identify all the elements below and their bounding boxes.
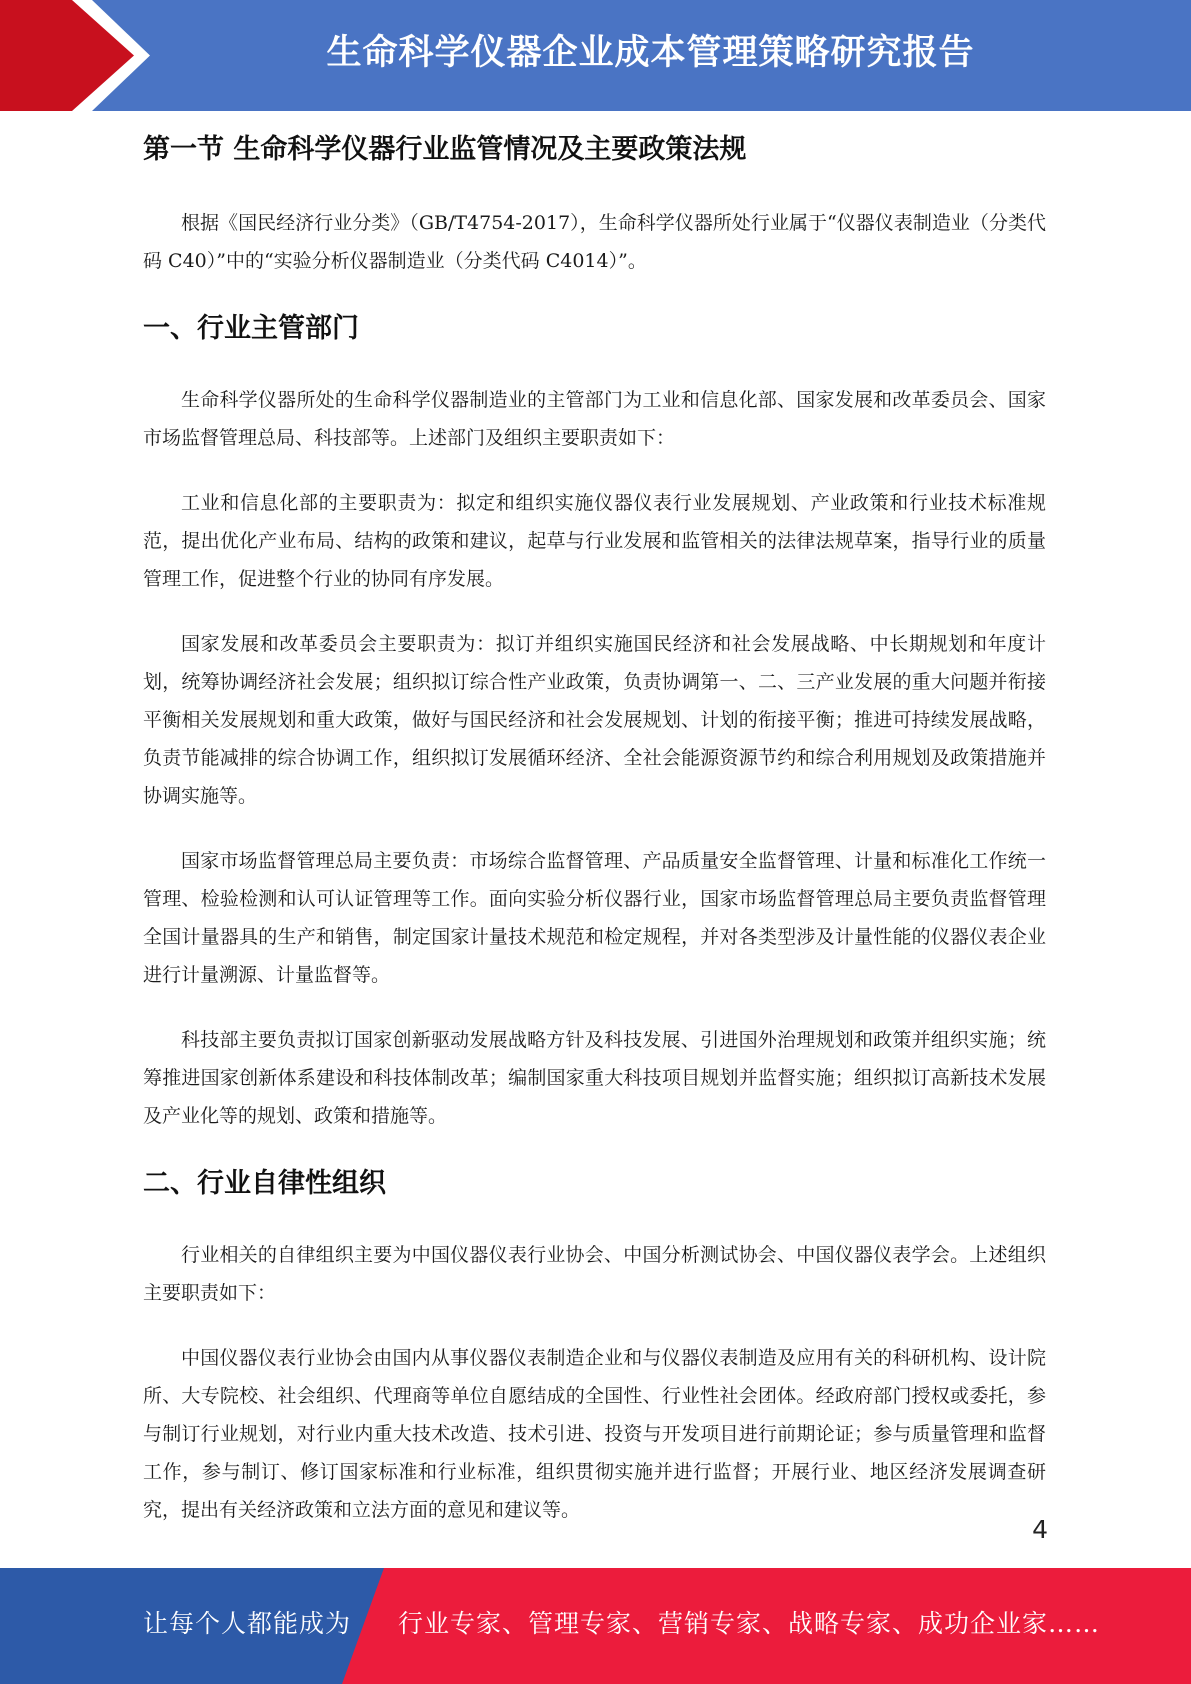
paragraph: 国家发展和改革委员会主要职责为：拟订并组织实施国民经济和社会发展战略、中长期规划和年度计划，统筹协调经济社会发展；组织拟订综合性产业政策，负责协调第一、二、三产业发展的重大问题并衔接平衡相关发展规划和重大政策，做好与国民经济和社会发展规划、计划的衔接平衡；推进可持续发展战略，负责节能减排的综合协调工作，组织拟订发展循环经济、全社会能源资源节约和综合利用规划及政策措施并协调实施等。 — [143, 633, 1046, 807]
section-title: 第一节 生命科学仪器行业监管情况及主要政策法规 — [143, 134, 747, 165]
paragraph: 行业相关的自律组织主要为中国仪器仪表行业协会、中国分析测试协会、中国仪器仪表学会。上述组织主要职责如下： — [143, 1244, 1046, 1304]
heading-self-regulatory-organizations: 二、行业自律性组织 — [143, 1168, 386, 1199]
heading-regulatory-departments: 一、行业主管部门 — [143, 313, 359, 344]
intro-paragraph: 根据《国民经济行业分类》（GB/T4754-2017），生命科学仪器所处行业属于“仪器仪表制造业（分类代码 C40）”中的“实验分析仪器制造业（分类代码 C4014）”。 — [143, 212, 1046, 272]
paragraph: 生命科学仪器所处的生命科学仪器制造业的主管部门为工业和信息化部、国家发展和改革委员会、国家市场监督管理总局、科技部等。上述部门及组织主要职责如下： — [143, 389, 1046, 449]
footer-slogan-right: 行业专家、管理专家、营销专家、战略专家、成功企业家…… — [398, 1609, 1101, 1638]
report-title: 生命科学仪器企业成本管理策略研究报告 — [326, 33, 975, 73]
page-content — [143, 128, 1046, 1556]
page-number: 4 — [1032, 1515, 1048, 1544]
paragraph: 科技部主要负责拟订国家创新驱动发展战略方针及科技发展、引进国外治理规划和政策并组织实施；统筹推进国家创新体系建设和科技体制改革；编制国家重大科技项目规划并监督实施；组织拟订高新技术发展及产业化等的规划、政策和措施等。 — [143, 1029, 1046, 1127]
paragraph: 中国仪器仪表行业协会由国内从事仪器仪表制造企业和与仪器仪表制造及应用有关的科研机构、设计院所、大专院校、社会组织、代理商等单位自愿结成的全国性、行业性社会团体。经政府部门授权或委托，参与制订行业规划，对行业内重大技术改造、技术引进、投资与开发项目进行前期论证；参与质量管理和监督工作，参与制订、修订国家标准和行业标准，组织贯彻实施并进行监督；开展行业、地区经济发展调查研究，提出有关经济政策和立法方面的意见和建议等。 — [143, 1347, 1046, 1521]
footer-slogan-left: 让每个人都能成为 — [143, 1609, 352, 1638]
page-header — [0, 0, 1191, 111]
paragraph: 国家市场监督管理总局主要负责：市场综合监督管理、产品质量安全监督管理、计量和标准化工作统一管理、检验检测和认可认证管理等工作。面向实验分析仪器行业，国家市场监督管理总局主要负责监督管理全国计量器具的生产和销售，制定国家计量技术规范和检定规程，并对各类型涉及计量性能的仪器仪表企业进行计量溯源、计量监督等。 — [143, 850, 1046, 986]
page-footer — [0, 1568, 1191, 1684]
paragraph: 工业和信息化部的主要职责为：拟定和组织实施仪器仪表行业发展规划、产业政策和行业技术标准规范，提出优化产业布局、结构的政策和建议，起草与行业发展和监管相关的法律法规草案，指导行业的质量管理工作，促进整个行业的协同有序发展。 — [143, 492, 1046, 590]
